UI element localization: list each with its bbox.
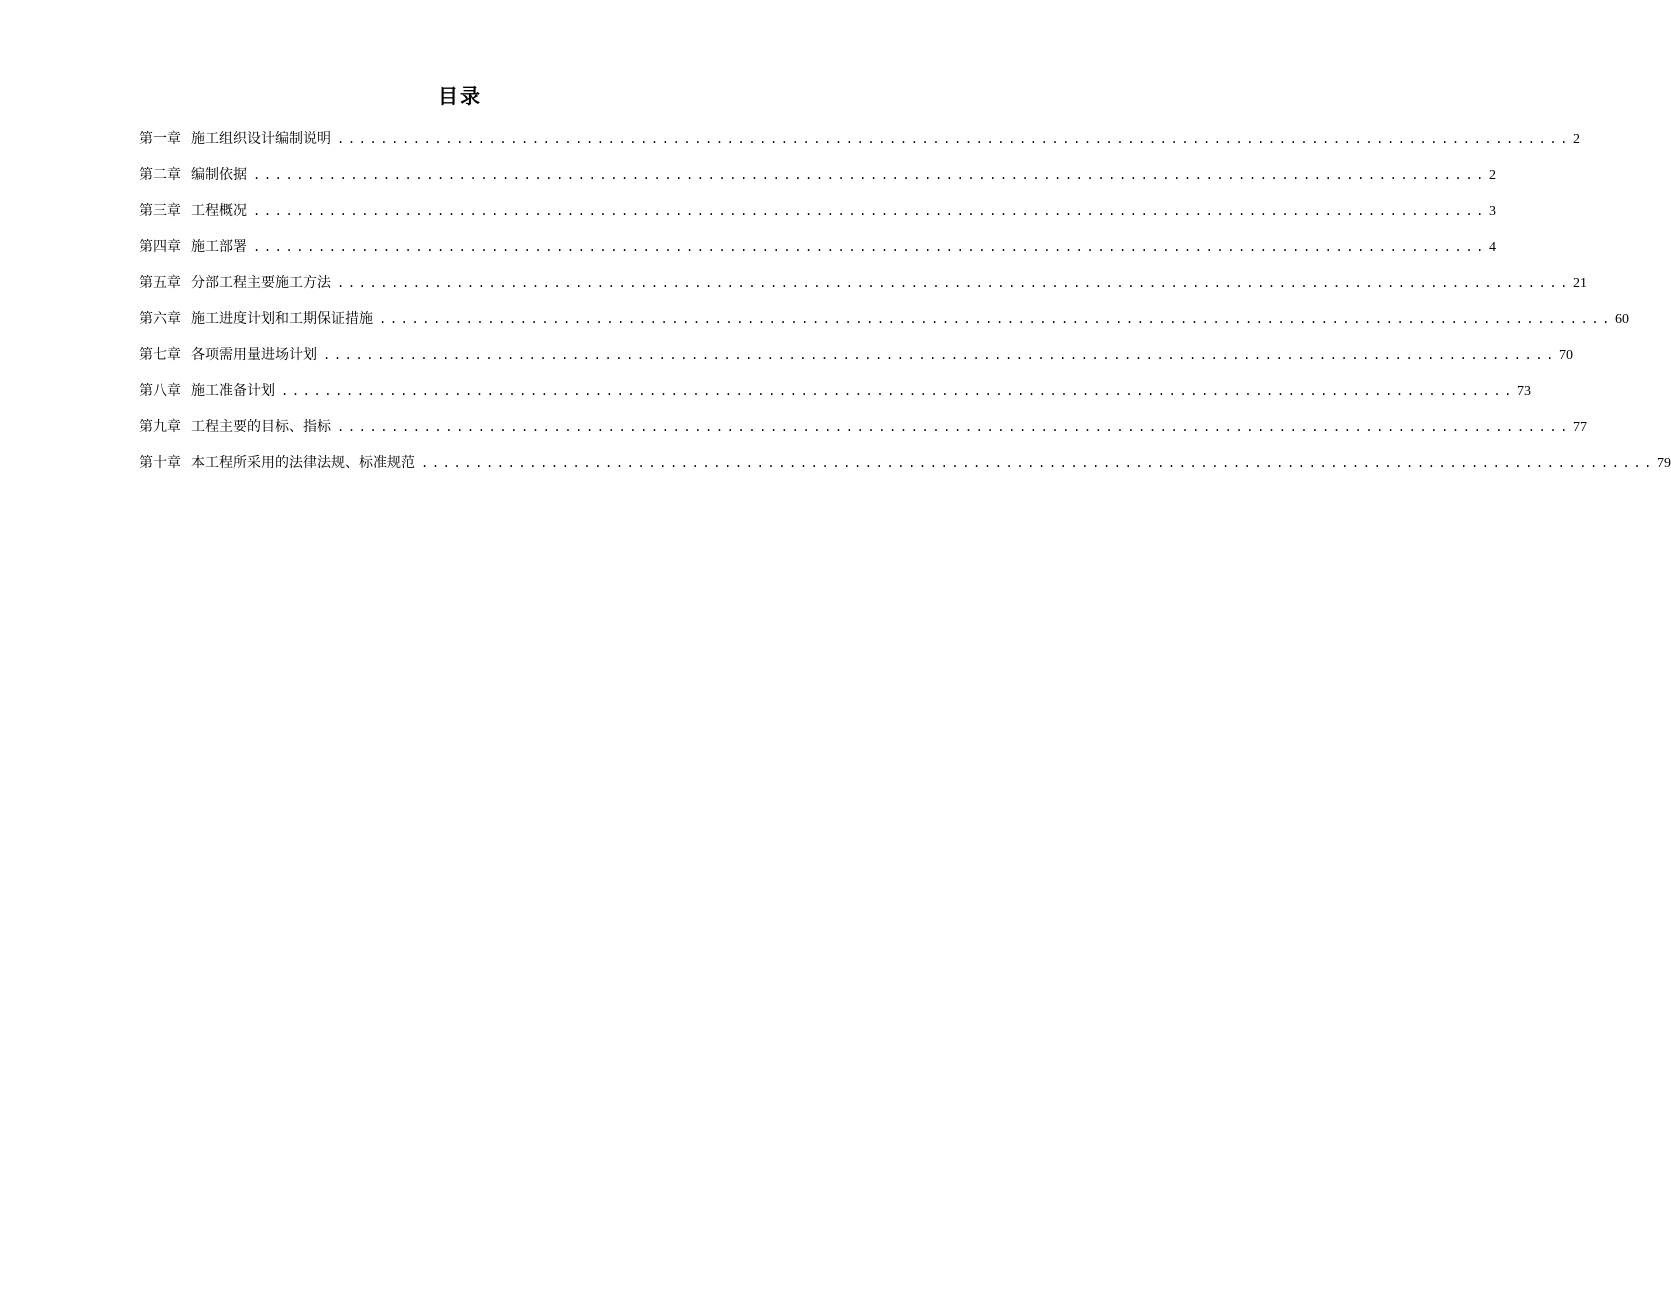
toc-entry[interactable]: [139, 198, 1497, 234]
toc-page-number: 2: [1489, 168, 1497, 183]
toc-chapter-number: 第二章: [139, 167, 181, 183]
toc-chapter-title: 编制依据: [191, 167, 247, 183]
toc-dot-leader: ..................................................................................................................: [337, 420, 1572, 434]
toc-entry[interactable]: [139, 414, 1588, 450]
toc-chapter-number: 第九章: [139, 419, 181, 435]
toc-page-number: 73: [1517, 384, 1532, 399]
toc-dot-leader: ..................................................................................................................: [281, 384, 1516, 398]
toc-chapter-number: 第七章: [139, 347, 181, 363]
toc-entry[interactable]: [139, 306, 1630, 342]
toc-dot-leader: ..................................................................................................................: [337, 132, 1572, 146]
toc-chapter-number: 第六章: [139, 311, 181, 327]
toc-entry[interactable]: [139, 378, 1532, 414]
toc-chapter-number: 第五章: [139, 275, 181, 291]
toc-dot-leader: ..................................................................................................................: [421, 456, 1656, 470]
toc-dot-leader: ..................................................................................................................: [253, 204, 1488, 218]
toc-chapter-title: 本工程所采用的法律法规、标准规范: [191, 455, 415, 471]
toc-chapter-title: 工程概况: [191, 203, 247, 219]
toc-chapter-number: 第四章: [139, 239, 181, 255]
toc-entry[interactable]: [139, 342, 1574, 378]
toc-page-number: 79: [1657, 456, 1671, 471]
toc-chapter-number: 第一章: [139, 131, 181, 147]
toc-chapter-title: 施工部署: [191, 239, 247, 255]
toc-chapter-title: 施工进度计划和工期保证措施: [191, 311, 373, 327]
toc-entry[interactable]: [139, 270, 1588, 306]
toc-chapter-title: 施工准备计划: [191, 383, 275, 399]
toc-page-number: 3: [1489, 204, 1497, 219]
toc-dot-leader: ..................................................................................................................: [379, 312, 1614, 326]
toc-chapter-title: 分部工程主要施工方法: [191, 275, 331, 291]
toc-page-number: 21: [1573, 276, 1588, 291]
toc-page-number: 77: [1573, 420, 1588, 435]
toc-chapter-title: 各项需用量进场计划: [191, 347, 317, 363]
toc-dot-leader: ..................................................................................................................: [253, 168, 1488, 182]
table-of-contents: [139, 126, 1671, 486]
toc-chapter-number: 第八章: [139, 383, 181, 399]
toc-dot-leader: ..................................................................................................................: [337, 276, 1572, 290]
toc-dot-leader: ..................................................................................................................: [253, 240, 1488, 254]
toc-page-number: 60: [1615, 312, 1630, 327]
toc-chapter-number: 第十章: [139, 455, 181, 471]
toc-dot-leader: ..................................................................................................................: [323, 348, 1558, 362]
toc-chapter-title: 工程主要的目标、指标: [191, 419, 331, 435]
toc-entry[interactable]: [139, 162, 1497, 198]
toc-title: 目录: [438, 84, 482, 108]
toc-entry[interactable]: [139, 126, 1581, 162]
toc-page-number: 4: [1489, 240, 1497, 255]
toc-page-number: 2: [1573, 132, 1581, 147]
toc-page-number: 70: [1559, 348, 1574, 363]
toc-chapter-number: 第三章: [139, 203, 181, 219]
toc-entry[interactable]: [139, 450, 1671, 486]
toc-entry[interactable]: [139, 234, 1497, 270]
toc-chapter-title: 施工组织设计编制说明: [191, 131, 331, 147]
